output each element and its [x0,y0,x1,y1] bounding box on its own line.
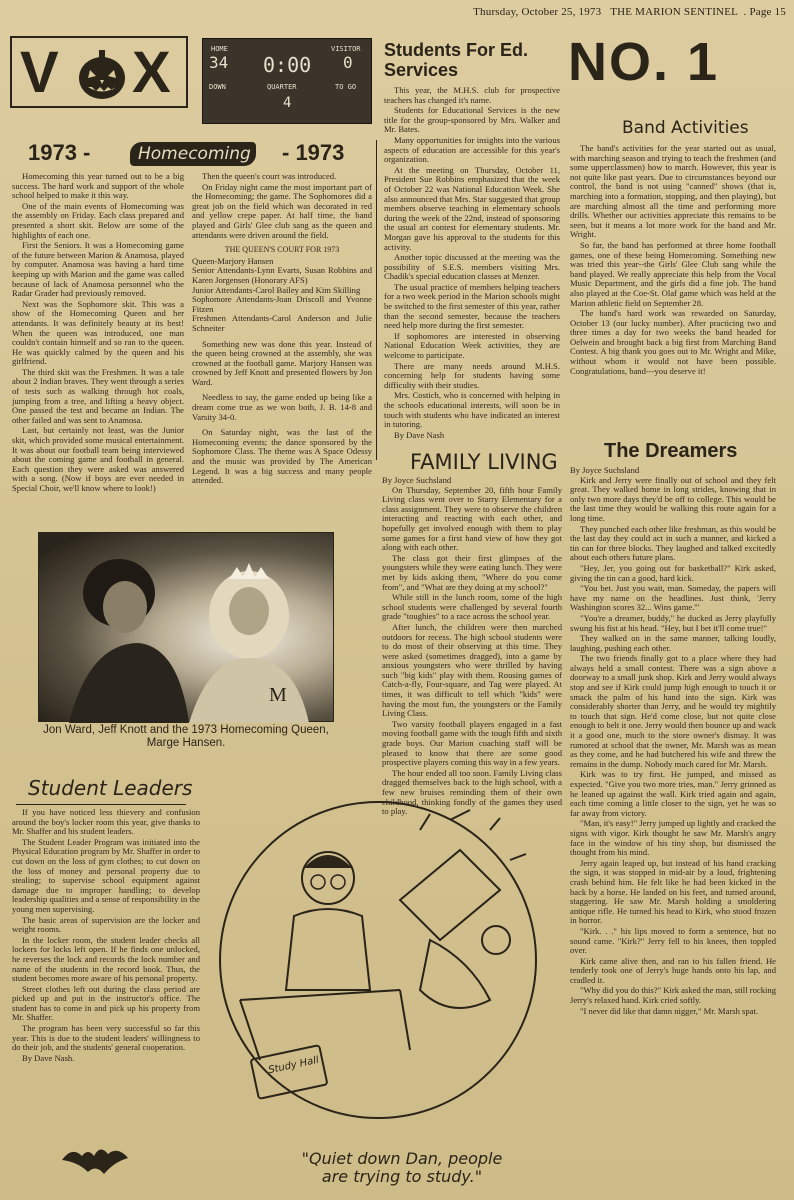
homecoming-paragraph: On Friday night came the most important part of the Homecoming; the game. The Sophomores did a great job on the field which was decorated in red and yellow crepe paper. At half time, the band played and Girls' Glee club sang as the queen and attendants were driven around the field. [192,181,372,240]
column-divider [376,140,377,460]
pumpkin-icon [76,44,128,102]
family-living-title: FAMILY LIVING [410,450,558,474]
ed-services-byline: By Dave Nash [394,429,445,440]
bat-signature-icon [60,1140,130,1180]
homecoming-banner [10,140,370,170]
family-living-paragraph: After lunch, the children were then marched outdoors for recess. The high school students were to do most of their observing at this time. They were asked (sometimes dragged), into a game by anxious youngsters who were thrilled by having such "big kids" play with them. Rousing games of Catch-a-fly, Four-square, and Tag were played. At times, it was difficult to tell which "kids" were having the most fun, the youngsters or the Family Living Class. [382,621,562,719]
scoreboard-down-label: DOWN [209,83,226,91]
student-leaders-byline: By Dave Nash. [22,1052,75,1063]
dreamers-paragraph: Kirk and Jerry were finally out of school and they felt great. They walked home in long strides, knowing that in only two more days they'd be off to college. This would be the last time they would be walking this route again for a long time. [570,474,776,523]
homecoming-paragraph: Needless to say, the game ended up being like a dream come true as we won both, J. B. 14-8 and Varsity 34-0. [192,392,372,422]
header-date: Thursday, October 25, 1973 [473,6,602,18]
homecoming-paragraph: Homecoming this year turned out to be a big success. The hard work and support of the whole school helped to make it this way. [12,171,184,201]
dreamers-paragraph: They walked on in the same manner, talking loudly, laughing, pushing each other. [570,633,776,653]
ed-services-paragraph: Another topic discussed at the meeting was the possibility of S.E.S. members visiting Mrs. Chadik's special education classes at Menzer. [384,252,560,282]
dreamers-title: The Dreamers [604,440,738,462]
homecoming-paragraph: Last, but certainly not least, was the Junior skit, which provided some musical entertainment. It was about our football team being interviewed about the coming game and football in general. Each question they were asked was answered with a song. (Now if boys are ever needed in Special Choir, we'll know where to look!) [12,425,184,493]
dreamers-body [570,466,776,1190]
dreamers-paragraph: "Why did you do this?" Kirk asked the man, still rocking Jerry's relaxed hand. Kirk cried softly. [570,985,776,1006]
scoreboard-togo-label: TO GO [335,83,357,91]
homecoming-paragraph: First the Seniors. It was a Homecoming game of the future between Marion & Anamosa, played by computer. Anamosa was having a hard time keeping up with Marion and the game was called because of lack of Anamosa personnel who the Radar Grader had previously removed. [12,240,184,299]
homecoming-paragraph: One of the main events of Homecoming was the assembly on Friday. Each class prepared and presented a short skit. Below are some of the highlights of each one. [12,200,184,240]
dreamers-paragraph: Kirk was to try first. He jumped, and missed as expected. "Give you two more tries, man." Jerry grinned as he leaned up against the wall. Kirk tried again and again, each time coming a little closer to the sign, yet he was so far away from victory. [570,769,776,818]
student-leaders-title: Student Leaders [28,776,193,800]
ed-services-paragraph: If sophomores are interested in observing National Education Week activities, they are welcome to participate. [384,330,560,361]
scoreboard-visitor-score: 0 [343,53,353,72]
homecoming-year-left: 1973 - [28,140,91,165]
ed-services-paragraph: Many opportunities for insights into the various aspects of education are accessible for this year's organization. [384,134,560,165]
band-paragraph: So far, the band has performed at three home football games, one of these being Homecoming. Something new was tried this year--the Girls' Glee Club sang while the band played. We really appreciate this help from the Vocal Music Department, and the girls did a fine job. The band also played at the Coe-St. Olaf game which was held at the Marion athletic field on September 28. [570,239,776,308]
homecoming-column-1 [12,172,184,520]
ed-services-paragraph: There are many needs around M.H.S. concerning help for students having some difficulty with their studies. [384,360,560,390]
svg-text:M: M [269,684,287,706]
ed-services-paragraph: Students for Educational Services is the new title for the group-sponsored by Mrs. Walker and Mr. Bates. [384,105,560,135]
cartoon-caption-line: are trying to study." [321,1167,483,1186]
band-activities-body [570,144,776,440]
student-leaders-paragraph: If you have noticed less thievery and confusion around the boy's locker room this year, give thanks to Mr. Shaffer and his student leaders. [12,807,200,837]
band-paragraph: The band's hard work was rewarded on Saturday, October 13 (our lucky number). After practicing two and three times a day for two weeks the band headed for Oelwein and brought back a big first from Marching Band Contest. A big thank you goes out to Mr. Wright and Mike, without whom it would not have been possible. Congratulations, band---you deserve it! [570,308,776,376]
header-paper-name: THE MARION SENTINEL [610,6,738,18]
dreamers-paragraph: The two friends finally got to a place where they had always held a small contest. There was a sign above a doorway to a small junk shop. Kirk and Jerry would always stop and see if Kirk could jump high enough to touch it or smack the palm of his hand into the sign. Kirk was considerably shorter than Jerry, and he would try mightily to touch that sign. He'd come close, but not quite close enough to belt it one. Jerry would then bounce up and wack it a good one, much to the store owner's dismay. It was rumored at school that the owner, Mr. Marsh was as mean as they come, and he had butchered his wife and threw the remains in the dump. Nobody much cared for Mr. Marsh. [570,653,776,769]
homecoming-paragraph: Next was the Sophomore skit. This was a show of the Homecoming Queen and her attendants. It was definitely beauty at its best! When the queen was introduced, one man couldn't contain himself and so ran to the queen. He was quickly calmed by the queen and his girlfriend. [12,298,184,367]
homecoming-year-right: - 1973 [282,140,345,165]
cartoon-caption [252,1150,552,1186]
homecoming-title: Homecoming [138,144,251,164]
dreamers-paragraph: Kirk came alive then, and ran to his fallen friend. He tenderly took one of Jerry's huge hands onto his lap, and cradled it. [570,955,776,985]
queens-court-list [192,257,372,334]
study-hall-cartoon [200,790,566,1170]
cartoon-caption-line: "Quiet down Dan, people [301,1149,503,1168]
family-living-paragraph: The hour ended all too soon. Family Living class dragged themselves back to the high school, with a few new bruises reminding them of their own childhood, thinking fondly of the games they used to play. [382,767,562,817]
homecoming-paragraph: On Saturday night, was the last of the Homecoming events; the dance sponsored by the Sophomore Class. The theme was A Space Odessy and the music was provided by The American Legend. It was a big success and many people attended. [192,427,372,486]
homecoming-paragraph: Something new was done this year. Instead of the queen being crowned at the assembly, she was crowned at the football game. Marjory Hansen was crowned by Jeff Knott and presented flowers by Jon Ward. [192,338,372,387]
family-living-paragraph: The class got their first glimpses of the youngsters while they were eating lunch. They were met by kids asking them, "Where do you come from", and "What are they doing at my school?" [382,552,562,592]
dreamers-paragraph: "Hey, Jer, you going out for basketball?" Kirk asked, giving the tin can a good, hard kick. [570,562,776,583]
homecoming-paragraph: Then the queen's court was introduced. [202,171,337,181]
homecoming-photo [38,532,334,722]
dreamers-paragraph: "Kirk. . ." his lips moved to form a sentence, but no sound came. "Kirk?" Jerry fell to his knees, then toppled over. [570,925,776,956]
dreamers-paragraph: "I never did like that damn nigger," Mr. Marsh spat. [580,1005,759,1016]
homecoming-paragraph: The third skit was the Freshmen. It was a tale about 2 Indian braves. They went through a series of tests such as walking through hot coals, jumping from a tree, and lifting a heavy object. One passed the test and became an Indian. The other failed and was sent to Anamosa. [12,366,184,425]
dreamers-paragraph: "You're a dreamer, buddy," he ducked as Jerry playfully swung his fist at his head. "Hey, but I bet it'll come true!" [570,612,776,633]
no1-banner: NO. 1 [568,32,720,92]
vox-letter-x: X [132,40,171,105]
dreamers-paragraph: Jerry again leaped up, but instead of his hand cracking the sign, it was stopped in mid-air by a loud, frightening crash behind him. He felt like he had been kicked in the back by a horse. He landed on his feet, and turned around, staggering. He saw Mr. Marsh holding a smoldering antique rifle. He turned his head to Kirk, who stood frozen in horror. [570,857,776,926]
student-leaders-paragraph: Street clothes left out during the class period are picked up and put in the instructor's office. The student has to come in and pick up his property from Mr. Shaffer. [12,983,200,1023]
scoreboard-visitor-label: VISITOR [331,45,361,53]
scoreboard-clock: 0:00 [263,53,312,77]
ed-services-paragraph: The usual practice of members helping teachers for a two week period in the Marion schools might be switched to the first semester of this year, rather than the second semester, because the teachers need help more during the first semester. [384,281,560,331]
band-paragraph: The band's activities for the year started out as usual, with marching season and trying to teach the freshmen (and some upperclassmen) how to march. However, this year is not quite like past years. Due to circumstances beyond our control, the band is not using "canned" shows (that is, marching into a formation, stopping, and then playing), but are marching almost all the time and performing more drills. Whether our activities appreciate this remains to be seen, but it means a lot more work for the band and Mr. Wright. [570,143,776,240]
family-living-paragraph: Two varsity football players engaged in a fast moving football game with the tough fifth and sixth grade boys. Our Marion coaching staff will be pleased to know that there are some good prospective players coming this way in a few years. [382,718,562,768]
ed-services-body [384,86,560,448]
student-leaders-paragraph: The basic areas of supervision are the locker and weight rooms. [12,914,200,935]
student-leaders-paragraph: In the locker room, the student leader checks all lockers for locks left open. If he finds one unlocked, he reverses the lock and records the lock number and name of the students in the record book. Thus, the student becomes more aware of his personal property. [12,934,200,984]
homecoming-column-2 [192,172,372,520]
dreamers-paragraph: They punched each other like freshman, as this would be the last day they could act in such a manner, and kicked a tin can for three blocks. They laughed and talked excitedly about each others future plans. [570,523,776,563]
band-activities-title: Band Activities [622,118,749,138]
court-entry: Junior Attendants-Carol Bailey and Kim Skilling [192,284,361,295]
page-header: Thursday, October 25, 1973 THE MARION SENTINEL . Page 15 [473,6,786,18]
queen-crowning-image [39,533,335,723]
vox-logo [10,36,188,108]
photo-caption: Jon Ward, Jeff Knott and the 1973 Homecoming Queen, Marge Hansen. [43,724,329,749]
vox-letter-v: V [20,40,59,105]
court-entry: Sophomore Attendants-Joan Driscoll and Yvonne Fitzen [192,294,372,314]
court-entry: Senior Attendants-Lynn Evarts, Susan Robbins and Karen Jorgensen (Honorary AFS) [192,265,372,285]
dreamers-byline: By Joyce Suchsland [570,465,640,475]
scoreboard-home-score: 34 [209,53,229,72]
student-leaders-paragraph: The Student Leader Program was initiated into the Physical Education program by Mr. Shaffer in order to cut down on the loss of gym clothes; to cut down on the loss of money and personal property due to stealing; to supervise school equipment against damage due to improper handling; to develop leadership qualities and a sense of responsibility in the young men supervising. [12,836,200,914]
queens-court-title: THE QUEEN'S COURT FOR 1973 [224,245,340,255]
court-entry: Freshmen Attendants-Carol Anderson and Julie Schneiter [192,313,372,333]
court-entry: Queen-Marjory Hansen [192,255,274,266]
cartoon-drawing [200,790,566,1170]
ed-services-paragraph: Mrs. Costich, who is concerned with helping in the schools educational interests, will soon be in touch with students who have indicated an interest in tutoring. [384,390,560,430]
title-underline [16,804,186,805]
scoreboard-home-label: HOME [211,45,228,53]
dreamers-paragraph: "You bet. Just you wait, man. Someday, the papers will have my name on the headlines. Just think, 'Jerry Washington scores 32... Wins game.'" [570,583,776,613]
header-page-number: Page 15 [749,6,786,18]
scoreboard-photo [202,38,372,124]
ed-services-paragraph: At the meeting on Thursday, October 11, President Sue Robbins emphasized that the week of October 22 was National Education Week. She also announced that Mrs. Star suggested that group members observe teaching in elementary schools during the week of the 22nd, instead of sponsoring the usual art contest for elementary students. Mr. Morgan gave his approval to the students for this activity. [384,164,560,252]
scoreboard-quarter: 4 [283,95,292,111]
student-leaders-paragraph: The program has been very successful so far this year. This is due to the student leaders' willingness to do their job, and the students' general cooperation. [12,1023,200,1053]
ed-services-paragraph: This year, the M.H.S. club for prospective teachers has changed it's name. [384,85,560,105]
student-leaders-body [12,808,200,1168]
scoreboard-quarter-label: QUARTER [267,83,297,91]
ed-services-title: Students For Ed. Services [384,40,528,80]
dreamers-paragraph: "Man, it's easy!" Jerry jumped up lightly and cracked the signs with vigor. Kirk thought he saw Mr. Marsh's angry face in the window of his tiny shop, but dismissed the thought from his mind. [570,818,776,858]
study-hall-sign: Study Hall [267,1054,320,1077]
family-living-paragraph: On Thursday, September 20, fifth hour Family Living class went over to Starry Elementary for a class assignment. They were to observe the children interacting and reacting with each other, and hopefully get involved enough with them to play some games for a first hand view of how they got along with each other. [382,484,562,553]
family-living-paragraph: While still in the lunch room, some of the high school students were challenged by several fourth grade "toughies" to a race across the school year. [382,592,562,622]
family-living-body [382,475,562,817]
family-living-byline: By Joyce Suchsland [382,475,452,485]
